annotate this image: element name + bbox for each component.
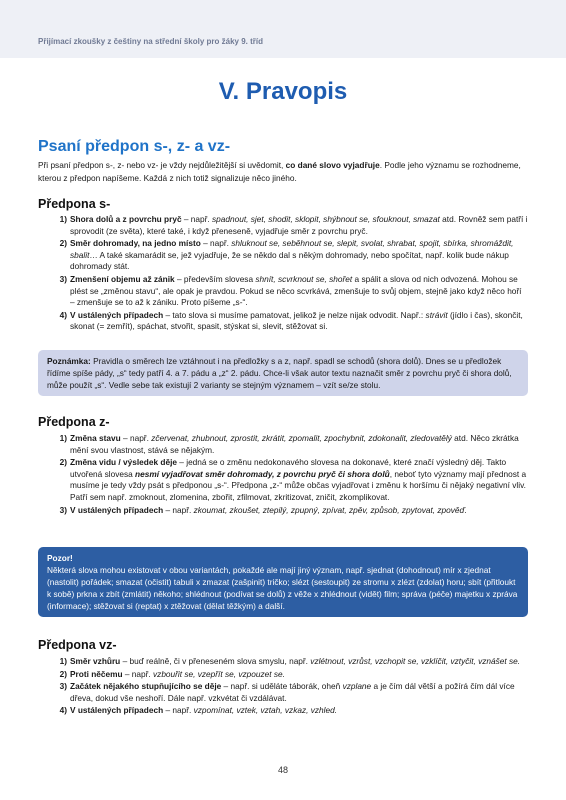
intro-text-1: Při psaní předpon s-, z- nebo vz- je vždy nejdůležitější si uvědomit, xyxy=(38,160,286,170)
item-rest: a spálit a slova od nich odvozená. Mohou se plést se „změnou stavu“, ale opak je pravdou. Pokud se něco scvrkává, zmenšuje to svůj objem, stejně jako když něco hoří – zmenšuje se to až k zániku. Proto píšeme „s-“. xyxy=(70,273,522,308)
intro-paragraph xyxy=(38,159,528,184)
item-number: 1) xyxy=(59,433,67,443)
item-examples: spadnout, sjet, shodit, sklopit, shýbnout se, sfouknout, smazat xyxy=(212,214,440,224)
item-number: 1) xyxy=(59,214,67,224)
page-number: 48 xyxy=(277,765,288,775)
item-lead: Shora dolů a z povrchu pryč xyxy=(70,214,182,224)
intro-emphasis: co dané slovo vyjadřuje xyxy=(285,160,380,170)
list-prefix-vz xyxy=(50,656,528,718)
item-connector: – především slovesa xyxy=(174,273,256,284)
item-examples: strávit xyxy=(425,309,448,320)
item-examples: shnít, scvrknout se, shořet xyxy=(255,273,353,284)
item-text xyxy=(70,705,528,717)
list-item xyxy=(50,656,528,668)
item-connector: – např. xyxy=(163,705,194,716)
item-number: 4) xyxy=(59,309,67,320)
list-prefix-s xyxy=(50,214,528,334)
item-examples: zkoumat, zkoušet, ztepilý, zpupný, zpívat, zpěv, způsob, zpytovat, zpověď. xyxy=(193,504,468,515)
item-lead: Zmenšení objemu až zánik xyxy=(70,273,175,284)
item-number: 1) xyxy=(59,656,67,666)
item-lead: Proti něčemu xyxy=(70,668,123,679)
warning-text: Některá slova mohou existovat v obou variantách, pokaždé ale mají jiný význam, např. sjednat (dohodnout) mír x zjednat (nastolit) pořádek; smazat (očistit) tabuli x zmazat (zašpinit) tričko; slézt (sestoupit) ze stromu x zlézt (zdolat) horu; sbít (přitloukt k sobě) prkna x zbít (zmlátit) někoho; shlédnout (podívat se dolů) z věže x zhlédnout (vidět) film; správa (péče) majetku x zpráva (informace); stěžovat si (reptat) x ztěžovat (dělat těžkým) a další. xyxy=(47,565,518,611)
list-item xyxy=(50,310,528,333)
heading-prefix-vz: Předpona vz- xyxy=(38,638,117,652)
item-number: 3) xyxy=(59,504,67,515)
item-connector: – buď reálně, či v přeneseném slova smyslu, např. xyxy=(120,656,311,666)
item-number: 2) xyxy=(59,238,67,249)
item-examples: nesmí vyjadřovat směr dohromady, z povrchu pryč či shora dolů xyxy=(135,468,390,479)
list-item xyxy=(50,433,528,456)
item-lead: V ustálených případech xyxy=(70,504,164,515)
heading-prefix-s: Předpona s- xyxy=(38,197,111,211)
item-lead: Začátek nějakého stupňujícího se děje xyxy=(70,681,222,692)
item-rest: atd. Něco zkrátka mění svou vlastnost, stává se nějakým. xyxy=(70,433,519,455)
item-examples: vzplane xyxy=(342,681,372,692)
item-connector: – jedná se o změnu nedokonavého slovesa na dokonavé, které značí výsledný děj. Takto utvořená slovesa xyxy=(70,457,507,479)
list-prefix-z xyxy=(50,433,528,517)
chapter-title: V. Pravopis xyxy=(218,78,348,105)
warning-label: Pozor! xyxy=(47,553,73,563)
item-lead: Směr dohromady, na jedno místo xyxy=(70,238,201,249)
running-header xyxy=(0,0,566,58)
item-number: 3) xyxy=(59,273,67,284)
item-lead: V ustálených případech xyxy=(70,309,164,320)
item-lead: Změna vidu / výsledek děje xyxy=(70,457,177,468)
warning-box xyxy=(38,547,528,617)
item-text xyxy=(70,669,528,681)
item-rest: … A také skamarádit se, jež vyjadřuje, že se někdo dal s někým dohromady, nebo spočítat, např. kolik bude nákup dohromady stát. xyxy=(70,249,509,272)
item-text xyxy=(70,214,528,237)
list-item xyxy=(50,669,528,681)
note-text: Pravidla o směrech lze vztáhnout i na předložky s a z, např. spadl se schodů (shora dolů). Dnes se u předložek řídíme spíše pády, „s“ tedy patří 4. a 7. pádu a „z“ 2. pádu. Chce-li však autor textu naznačit směr z povrchu pryč či shora dolů, může použít „s“. Vedle sebe tak existují 2 varianty se stejným významem – vzít se/ze stolu. xyxy=(47,356,512,390)
item-text xyxy=(70,505,528,517)
item-lead: Změna stavu xyxy=(70,433,121,443)
item-examples: zčervenat, zhubnout, zprostit, zkrátit, zpomalit, zpochybnit, zdokonalit, zledovatělý xyxy=(151,433,452,443)
item-connector: – např. xyxy=(181,214,213,224)
list-item xyxy=(50,274,528,309)
item-number: 3) xyxy=(59,681,67,692)
item-rest: , neboť tyto významy mají přednost a musíme je tedy vždy psát s předponou „s-“. Předpona „z-“ může občas vyjadřovat i změnu k horšímu či nějaký negativní vliv. Patří sem např. zmoknout, zlomenina, zbořit, zfilmovat, zkritizovat, zničit, zkomplikovat. xyxy=(70,468,527,502)
item-text xyxy=(70,656,528,668)
list-item xyxy=(50,681,528,704)
list-item xyxy=(50,214,528,237)
item-connector: – např. xyxy=(200,238,232,249)
item-lead: V ustálených případech xyxy=(70,705,164,716)
item-examples: shluknout se, seběhnout se, slepit, svolat, shrabat, spojit, sbírka, shromáždit, sbalit xyxy=(70,238,514,260)
list-item xyxy=(50,505,528,517)
intro-text-2: . Podle jeho významu se rozhodneme, kterou z předpon napíšeme. Každá z nich totiž signalizuje něco jiného. xyxy=(38,160,521,183)
item-connector: – např. xyxy=(120,433,152,443)
list-item xyxy=(50,705,528,717)
item-text xyxy=(70,681,528,704)
item-examples: vzpomínat, vztek, vztah, vzkaz, vzhled. xyxy=(193,705,338,716)
item-connector: – např. xyxy=(122,668,154,679)
item-text xyxy=(70,457,528,503)
item-rest: atd. Rovněž sem patří i sprovodit (ze světa), které také, i když přeneseně, vyjadřuje směr z povrchu pryč. xyxy=(70,214,528,236)
item-number: 2) xyxy=(59,668,67,679)
item-number: 2) xyxy=(59,457,67,468)
note-box xyxy=(38,350,528,396)
item-rest: (jídlo i čas), skončit, skonat (= zemřít), spáchat, stvořit, spasit, stýskat si, slevit, stěžovat si. xyxy=(70,309,523,332)
item-rest: a je čím dál větší a požírá čím dál více dřeva, dokud vše neshoří. Dále např. vzkvétat či vzdálávat. xyxy=(70,681,515,703)
item-text xyxy=(70,238,528,273)
section-title: Psaní předpon s-, z- a vz- xyxy=(38,138,231,155)
item-text xyxy=(70,433,528,456)
heading-prefix-z: Předpona z- xyxy=(38,415,110,429)
item-number: 4) xyxy=(59,705,67,716)
item-examples: vzbouřit se, vzepřít se, vzpouzet se. xyxy=(153,668,285,679)
list-item xyxy=(50,457,528,503)
list-item xyxy=(50,238,528,273)
item-text xyxy=(70,310,528,333)
item-lead: Směr vzhůru xyxy=(70,656,121,666)
note-label: Poznámka: xyxy=(47,356,91,366)
running-title: Přijímací zkoušky z češtiny na střední školy pro žáky 9. tříd xyxy=(38,37,263,46)
item-examples: vzlétnout, vzrůst, vzchopit se, vzklíčit, vztyčit, vznášet se. xyxy=(310,656,521,666)
item-connector: – např. si uděláte táborák, oheň xyxy=(221,681,343,692)
item-text xyxy=(70,274,528,309)
item-connector: – např. xyxy=(163,504,194,515)
item-connector: – tato slova si musíme pamatovat, jelikož je nelze nijak odvodit. Např.: xyxy=(163,309,426,320)
